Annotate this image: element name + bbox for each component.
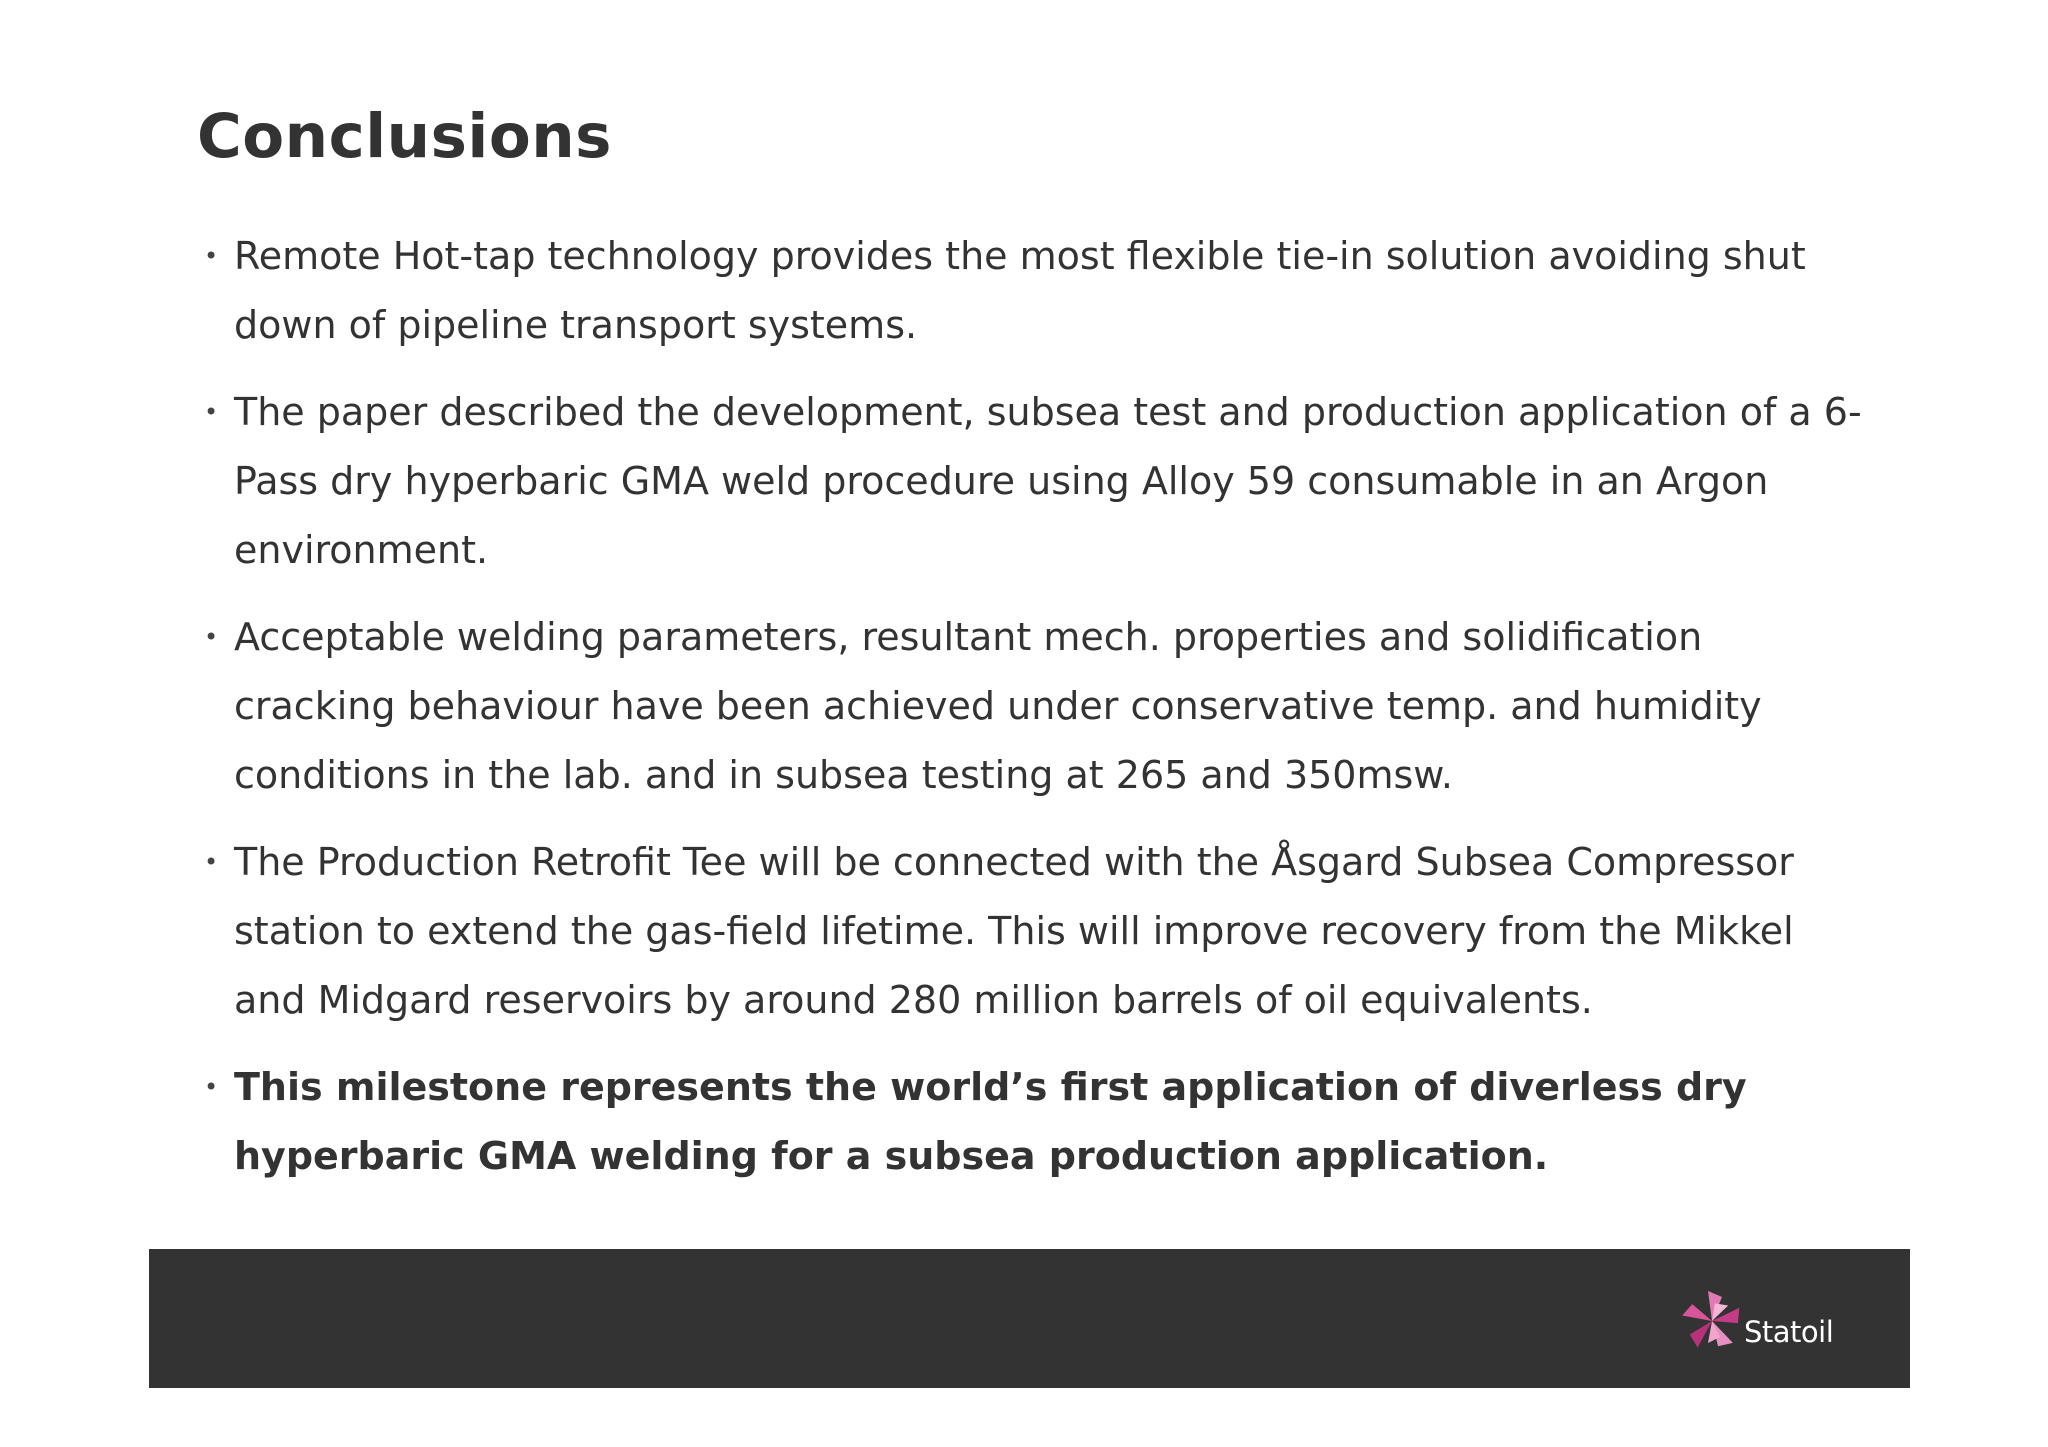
bullet-dot-icon: • <box>204 242 219 270</box>
bullet-text <box>234 840 1794 1022</box>
bullet-text <box>234 234 1806 347</box>
bullet-text <box>234 390 1862 572</box>
logo-wordmark: Statoil <box>1744 1315 1834 1349</box>
bullet-line: environment. <box>234 528 489 572</box>
bullet-line: down of pipeline transport systems. <box>234 303 918 347</box>
bullet-dot-icon: • <box>204 398 219 426</box>
bullet-line: station to extend the gas-field lifetime. This will improve recovery from the Mikkel <box>234 909 1794 953</box>
bullet-item <box>204 222 1904 360</box>
bullet-item <box>204 603 1904 810</box>
statoil-logo <box>1674 1281 1844 1361</box>
bullet-dot-icon: • <box>204 1073 219 1101</box>
bullet-line: The paper described the development, subsea test and production application of a 6- <box>234 390 1862 434</box>
bullet-line: hyperbaric GMA welding for a subsea production application. <box>234 1134 1549 1178</box>
bullet-dot-icon: • <box>204 848 219 876</box>
bullet-line: conditions in the lab. and in subsea testing at 265 and 350msw. <box>234 753 1453 797</box>
bullet-line: and Midgard reservoirs by around 280 million barrels of oil equivalents. <box>234 978 1593 1022</box>
conclusions-list <box>204 222 1904 1209</box>
footer-bar <box>149 1249 1910 1388</box>
bullet-line: Acceptable welding parameters, resultant mech. properties and solidification <box>234 615 1703 659</box>
bullet-text <box>234 1065 1747 1178</box>
bullet-item-highlight <box>204 1053 1904 1191</box>
statoil-star-icon <box>1674 1281 1754 1361</box>
bullet-text <box>234 615 1762 797</box>
bullet-item <box>204 828 1904 1035</box>
bullet-line: cracking behaviour have been achieved under conservative temp. and humidity <box>234 684 1762 728</box>
page-title: Conclusions <box>197 101 612 172</box>
bullet-line: Pass dry hyperbaric GMA weld procedure using Alloy 59 consumable in an Argon <box>234 459 1769 503</box>
bullet-line: This milestone represents the world’s first application of diverless dry <box>234 1065 1747 1109</box>
bullet-line: The Production Retrofit Tee will be connected with the Åsgard Subsea Compressor <box>234 840 1794 884</box>
bullet-item <box>204 378 1904 585</box>
bullet-dot-icon: • <box>204 623 219 651</box>
bullet-line: Remote Hot-tap technology provides the most flexible tie-in solution avoiding shut <box>234 234 1806 278</box>
